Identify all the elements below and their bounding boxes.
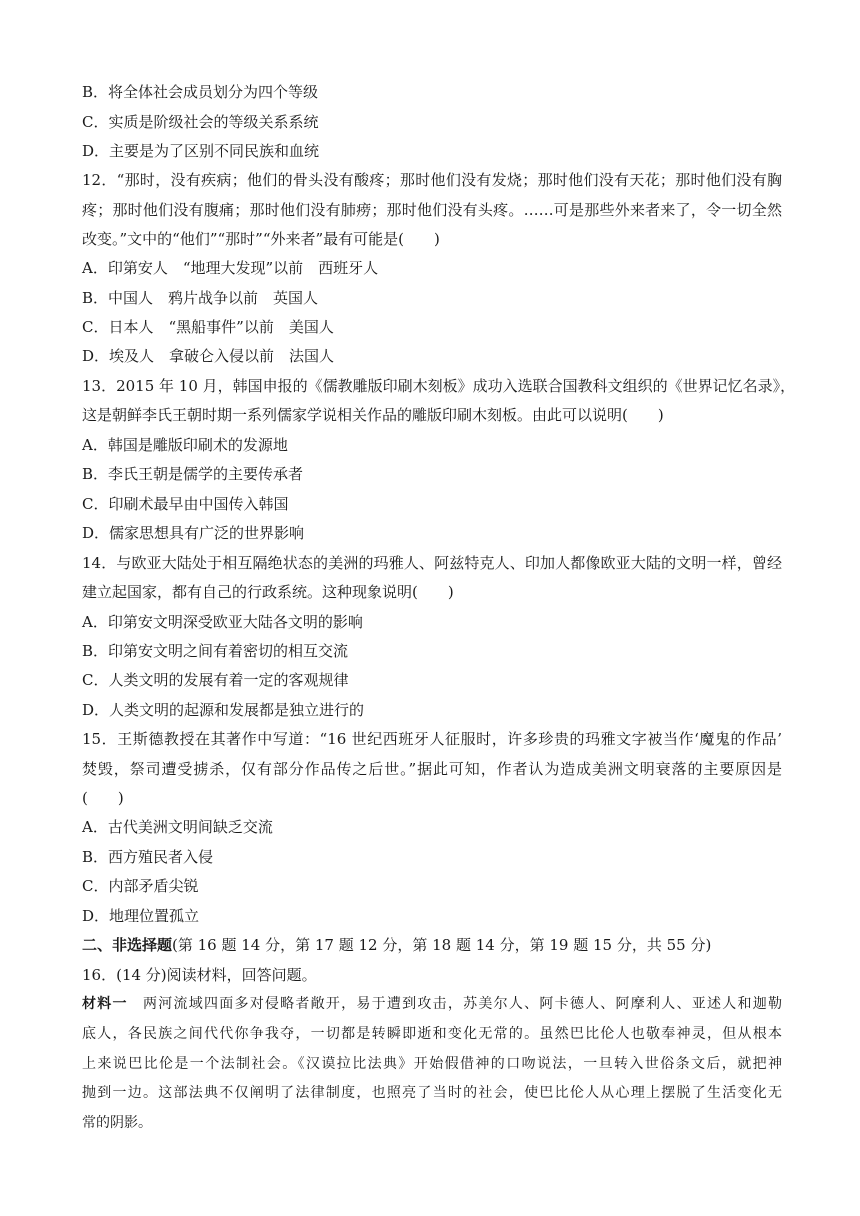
q13-stem-line2: 这是朝鲜李氏王朝时期一系列儒家学说相关作品的雕版印刷木刻板。由此可以说明( ) xyxy=(82,406,664,424)
q11-option-d: D．主要是为了区别不同民族和血统 xyxy=(82,142,320,160)
q12-stem-line1: 12．“那时，没有疾病；他们的骨头没有酸疼；那时他们没有发烧；那时他们没有天花；那时他们没有胸 xyxy=(82,171,782,189)
q14-option-a: A．印第安文明深受欧亚大陆各文明的影响 xyxy=(82,613,363,631)
section-heading xyxy=(82,935,711,955)
q13-stem-line1: 13．2015 年 10 月，韩国申报的《儒教雕版印刷木刻板》成功入选联合国教科文组织的《世界记忆名录》， xyxy=(82,377,796,395)
q15-option-b: B．西方殖民者入侵 xyxy=(82,848,214,866)
q13-option-c: C．印刷术最早由中国传入韩国 xyxy=(82,495,289,513)
q16-stem: 16．(14 分)阅读材料，回答问题。 xyxy=(82,966,317,984)
q14-option-c: C．人类文明的发展有着一定的客观规律 xyxy=(82,671,349,689)
q12-option-a: A．印第安人 “地理大发现”以前 西班牙人 xyxy=(82,259,379,277)
q15-stem-line3: ( ) xyxy=(82,789,124,807)
q12-stem-line3: 改变。”文中的“他们”“那时”“外来者”最有可能是( ) xyxy=(82,230,440,248)
q15-stem-line2: 焚毁，祭司遭受掳杀，仅有部分作品传之后世。”据此可知，作者认为造成美洲文明衰落的主要原因是 xyxy=(82,760,782,778)
q16-material1-line2: 底人，各民族之间代代你争我夺，一切都是转瞬即逝和变化无常的。虽然巴比伦人也敬奉神灵，但从根本 xyxy=(82,1026,782,1042)
q14-option-b: B．印第安文明之间有着密切的相互交流 xyxy=(82,642,349,660)
section-title: 二、非选择题 xyxy=(82,936,173,954)
q13-option-b: B．李氏王朝是儒学的主要传承者 xyxy=(82,465,304,483)
q11-option-b: B．将全体社会成员划分为四个等级 xyxy=(82,83,319,101)
q11-option-c: C．实质是阶级社会的等级关系系统 xyxy=(82,113,319,131)
section-scoring: (第 16 题 14 分，第 17 题 12 分，第 18 题 14 分，第 19 题 15 分，共 55 分) xyxy=(172,936,712,954)
q12-option-d: D．埃及人 拿破仑入侵以前 法国人 xyxy=(82,347,335,365)
q16-material1-line4: 抛到一边。这部法典不仅阐明了法律制度，也照亮了当时的社会，使巴比伦人从心理上摆脱了生活变化无 xyxy=(82,1085,782,1101)
q12-stem-line2: 疼；那时他们没有腹痛；那时他们没有肺痨；那时他们没有头疼。……可是那些外来者来了，令一切全然 xyxy=(82,201,782,219)
q15-option-c: C．内部矛盾尖锐 xyxy=(82,877,199,895)
q16-material1-line3: 上来说巴比伦是一个法制社会。《汉谟拉比法典》开始假借神的口吻说法，一旦转入世俗条文后，就把神 xyxy=(82,1056,782,1072)
q14-option-d: D．人类文明的起源和发展都是独立进行的 xyxy=(82,701,365,719)
q15-stem-line1: 15．王斯德教授在其著作中写道：“16 世纪西班牙人征服时，许多珍贵的玛雅文字被当作‘魔鬼的作品’ xyxy=(82,730,782,748)
q16-material1-line1 xyxy=(82,994,782,1014)
q15-option-a: A．古代美洲文明间缺乏交流 xyxy=(82,818,273,836)
q13-option-d: D．儒家思想具有广泛的世界影响 xyxy=(82,524,305,542)
q14-stem-line1: 14．与欧亚大陆处于相互隔绝状态的美洲的玛雅人、阿兹特克人、印加人都像欧亚大陆的文明一样，曾经 xyxy=(82,554,782,572)
q12-option-c: C．日本人 “黑船事件”以前 美国人 xyxy=(82,318,334,336)
q13-option-a: A．韩国是雕版印刷术的发源地 xyxy=(82,436,288,454)
material-text: 两河流域四面多对侵略者敞开，易于遭到攻击，苏美尔人、阿卡德人、阿摩利人、亚述人和迦勒 xyxy=(127,996,782,1012)
q12-option-b: B．中国人 鸦片战争以前 英国人 xyxy=(82,289,319,307)
material-label: 材料一 xyxy=(82,996,128,1012)
q14-stem-line2: 建立起国家，都有自己的行政系统。这种现象说明( ) xyxy=(82,583,454,601)
q15-option-d: D．地理位置孤立 xyxy=(82,907,200,925)
q16-material1-line5: 常的阴影。 xyxy=(82,1115,152,1131)
